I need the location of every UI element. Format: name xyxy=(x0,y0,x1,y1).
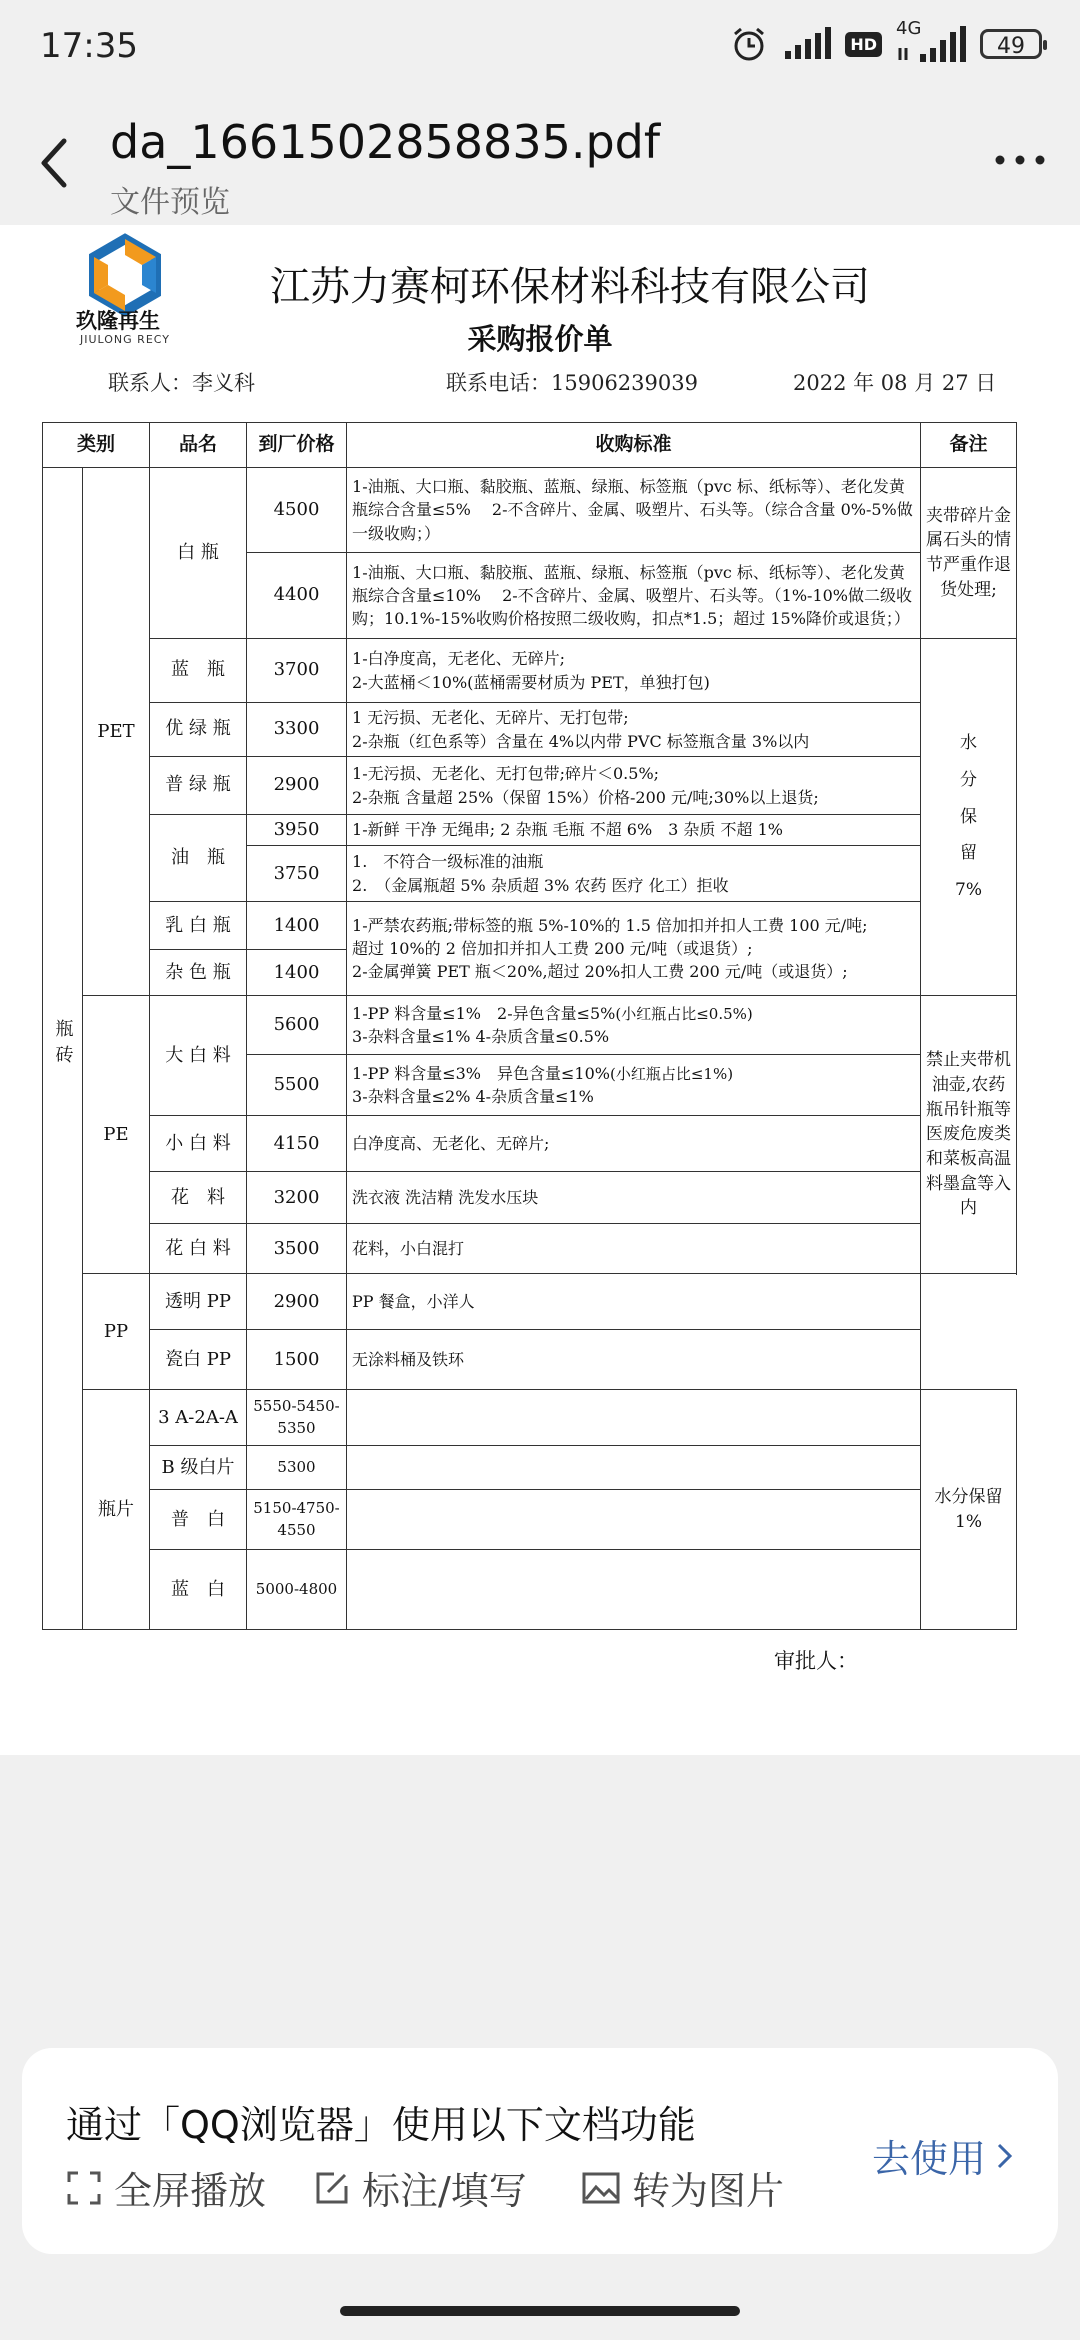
standard-milk-mixed-bottle: 1-严禁农药瓶;带标签的瓶 5%-10%的 1.5 倍加扣并扣人工费 100 元/吨; 超过 10%的 2 倍加扣并扣人工费 200 元/吨（或退货）; 2-金属弹簧 PET 瓶＜20%,超过 20%扣人工费 200 元/吨（或退货）; xyxy=(347,902,921,996)
price-mixed-material: 3200 xyxy=(247,1172,347,1224)
to-image-label: 转为图片 xyxy=(632,2169,785,2213)
more-options-icon[interactable] xyxy=(990,145,1050,175)
file-name: da_1661502858835.pdf xyxy=(110,115,661,169)
product-porcelain-white-pp: 瓷白 PP xyxy=(150,1330,247,1390)
hd-icon: HD xyxy=(845,32,882,57)
standard-premium-green-bottle: 1 无污损、无老化、无碎片、无打包带; 2-杂瓶（红色系等）含量在 4%以内带 PVC 标签瓶含量 3%以内 xyxy=(347,703,921,757)
price-b-grade-flake: 5300 xyxy=(247,1446,347,1490)
product-milk-white-bottle: 乳 白 瓶 xyxy=(150,902,247,950)
product-regular-green-bottle: 普 绿 瓶 xyxy=(150,757,247,815)
to-image-feature[interactable] xyxy=(582,2160,784,2215)
product-mixed-color-bottle: 杂 色 瓶 xyxy=(150,950,247,996)
standard-white-bottle-1: 1-油瓶、大口瓶、黏胶瓶、蓝瓶、绿瓶、标签瓶（pvc 标、纸标等）、老化发黄瓶综合含量≤5% 2-不含碎片、金属、吸塑片、石头等。（综合含量 0%-5%做一级收购；） xyxy=(347,468,921,553)
price-large-white-1: 5600 xyxy=(247,996,347,1055)
fullscreen-feature[interactable] xyxy=(66,2160,266,2215)
note-flakes: 水分保留 1% xyxy=(921,1390,1017,1630)
price-blue-bottle: 3700 xyxy=(247,639,347,703)
note-pe: 禁止夹带机油壶,农药瓶吊针瓶等医废危废类和菜板高温料墨盒等入内 xyxy=(921,996,1017,1274)
battery-icon: 49 xyxy=(980,29,1042,59)
use-now-button[interactable] xyxy=(872,2128,1016,2183)
product-3a-2a-a: 3 A-2A-A xyxy=(150,1390,247,1446)
group-pe: PE xyxy=(83,996,150,1274)
status-bar xyxy=(0,0,1080,95)
product-large-white-material: 大 白 料 xyxy=(150,996,247,1116)
price-large-white-2: 5500 xyxy=(247,1055,347,1116)
product-regular-white-flake: 普 白 xyxy=(150,1490,247,1550)
product-mixed-white-material: 花 白 料 xyxy=(150,1224,247,1274)
annotate-feature[interactable] xyxy=(314,2160,527,2215)
image-icon xyxy=(582,2171,620,2205)
signal-icon xyxy=(783,27,831,61)
file-preview-subtitle: 文件预览 xyxy=(110,185,230,220)
standard-porcelain-white-pp: 无涂料桶及铁环 xyxy=(347,1330,921,1390)
price-white-bottle-1: 4500 xyxy=(247,468,347,553)
price-transparent-pp: 2900 xyxy=(247,1274,347,1330)
product-transparent-pp: 透明 PP xyxy=(150,1274,247,1330)
use-now-label: 去使用 xyxy=(871,2137,986,2181)
standard-3a-2a-a xyxy=(347,1390,921,1446)
header-notes: 备注 xyxy=(921,423,1017,468)
product-blue-white-flake: 蓝 白 xyxy=(150,1550,247,1630)
product-blue-bottle: 蓝 瓶 xyxy=(150,639,247,703)
banner-title: 通过「QQ浏览器」使用以下文档功能 xyxy=(66,2103,696,2147)
product-mixed-material: 花 料 xyxy=(150,1172,247,1224)
status-time: 17:35 xyxy=(40,26,138,66)
standard-white-bottle-2: 1-油瓶、大口瓶、黏胶瓶、蓝瓶、绿瓶、标签瓶（pvc 标、纸标等）、老化发黄瓶综合含量≤10% 2-不含碎片、金属、吸塑片、石头等。（1%-10%做二级收购；10.1%-15%收购价格按照二级收购，扣点*1.5；超过 15%降价或退货；） xyxy=(347,553,921,639)
price-regular-white-flake: 5150-4750-4550 xyxy=(247,1490,347,1550)
standard-blue-bottle: 1-白净度高，无老化、无碎片; 2-大蓝桶＜10%(蓝桶需要材质为 PET，单独打包) xyxy=(347,639,921,703)
standard-blue-white-flake xyxy=(347,1550,921,1630)
home-indicator[interactable] xyxy=(340,2306,740,2316)
standard-large-white-1: 1-PP 料含量≤1% 2-异色含量≤5%(小红瓶占比≤0.5%) 3-杂料含量≤1% 4-杂质含量≤0.5% xyxy=(347,996,921,1055)
price-mixed-color-bottle: 1400 xyxy=(247,950,347,996)
price-oil-bottle-1: 3950 xyxy=(247,815,347,846)
pdf-page[interactable] xyxy=(0,225,1080,1755)
contact-phone: 联系电话：15906239039 xyxy=(446,371,698,395)
header-category: 类别 xyxy=(43,423,150,468)
product-small-white-material: 小 白 料 xyxy=(150,1116,247,1172)
standard-regular-white-flake xyxy=(347,1490,921,1550)
group-flakes: 瓶片 xyxy=(83,1390,150,1630)
price-milk-white-bottle: 1400 xyxy=(247,902,347,950)
product-b-grade-flake: B 级白片 xyxy=(150,1446,247,1490)
standard-oil-bottle-2: 1. 不符合一级标准的油瓶 2. （金属瓶超 5% 杂质超 3% 农药 医疗 化工）拒收 xyxy=(347,846,921,902)
standard-regular-green-bottle: 1-无污损、无老化、无打包带;碎片＜0.5%; 2-杂瓶 含量超 25%（保留 15%）价格-200 元/吨;30%以上退货; xyxy=(347,757,921,815)
contact-person: 联系人：李义科 xyxy=(108,371,255,395)
standard-mixed-white-material: 花料，小白混打 xyxy=(347,1224,921,1274)
app-bar xyxy=(0,95,1080,225)
price-small-white-material: 4150 xyxy=(247,1116,347,1172)
standard-oil-bottle-1: 1-新鲜 干净 无绳串; 2 杂瓶 毛瓶 不超 6% 3 杂质 不超 1% xyxy=(347,815,921,846)
header-product: 品名 xyxy=(150,423,247,468)
standard-b-grade-flake xyxy=(347,1446,921,1490)
fullscreen-label: 全屏播放 xyxy=(114,2169,267,2213)
product-white-bottle: 白 瓶 xyxy=(150,468,247,639)
price-premium-green-bottle: 3300 xyxy=(247,703,347,757)
logo-name: 玖隆再生 xyxy=(76,309,160,333)
fullscreen-icon xyxy=(66,2170,102,2206)
edit-icon xyxy=(314,2170,350,2206)
quote-table xyxy=(42,422,1017,1630)
standard-transparent-pp: PP 餐盒，小洋人 xyxy=(347,1274,921,1330)
header-standard: 收购标准 xyxy=(347,423,921,468)
quote-date: 2022 年 08 月 27 日 xyxy=(793,371,997,395)
network-4g-icon xyxy=(896,18,966,64)
price-oil-bottle-2: 3750 xyxy=(247,846,347,902)
price-porcelain-white-pp: 1500 xyxy=(247,1330,347,1390)
price-mixed-white-material: 3500 xyxy=(247,1224,347,1274)
chevron-right-icon xyxy=(994,2139,1016,2173)
header-price: 到厂价格 xyxy=(247,423,347,468)
back-arrow-icon[interactable] xyxy=(30,133,80,193)
qq-browser-banner[interactable] xyxy=(22,2048,1058,2254)
group-pp: PP xyxy=(83,1274,150,1390)
price-regular-green-bottle: 2900 xyxy=(247,757,347,815)
network-label: 4G xyxy=(896,18,922,39)
price-white-bottle-2: 4400 xyxy=(247,553,347,639)
company-name: 江苏力赛柯环保材料科技有限公司 xyxy=(270,264,870,310)
document-title: 采购报价单 xyxy=(467,322,613,356)
logo-english-name: JIULONG RECY xyxy=(80,333,170,346)
alarm-icon xyxy=(729,24,769,64)
product-oil-bottle: 油 瓶 xyxy=(150,815,247,902)
product-premium-green-bottle: 优 绿 瓶 xyxy=(150,703,247,757)
standard-small-white-material: 白净度高、无老化、无碎片; xyxy=(347,1116,921,1172)
standard-large-white-2: 1-PP 料含量≤3% 异色含量≤10%(小红瓶占比≤1%) 3-杂料含量≤2% 4-杂质含量≤1% xyxy=(347,1055,921,1116)
group-pet: PET xyxy=(83,468,150,996)
standard-mixed-material: 洗衣液 洗洁精 洗发水压块 xyxy=(347,1172,921,1224)
note-pet-water: 水 分 保 留 7% xyxy=(921,639,1017,996)
note-pet-top: 夹带碎片金属石头的情节严重作退货处理; xyxy=(921,468,1017,639)
category-bottle-brick: 瓶砖 xyxy=(43,468,83,1630)
price-blue-white-flake: 5000-4800 xyxy=(247,1550,347,1630)
annotate-label: 标注/填写 xyxy=(362,2169,527,2213)
approver-label: 审批人： xyxy=(774,1649,858,1673)
price-3a-2a-a: 5550-5450-5350 xyxy=(247,1390,347,1446)
